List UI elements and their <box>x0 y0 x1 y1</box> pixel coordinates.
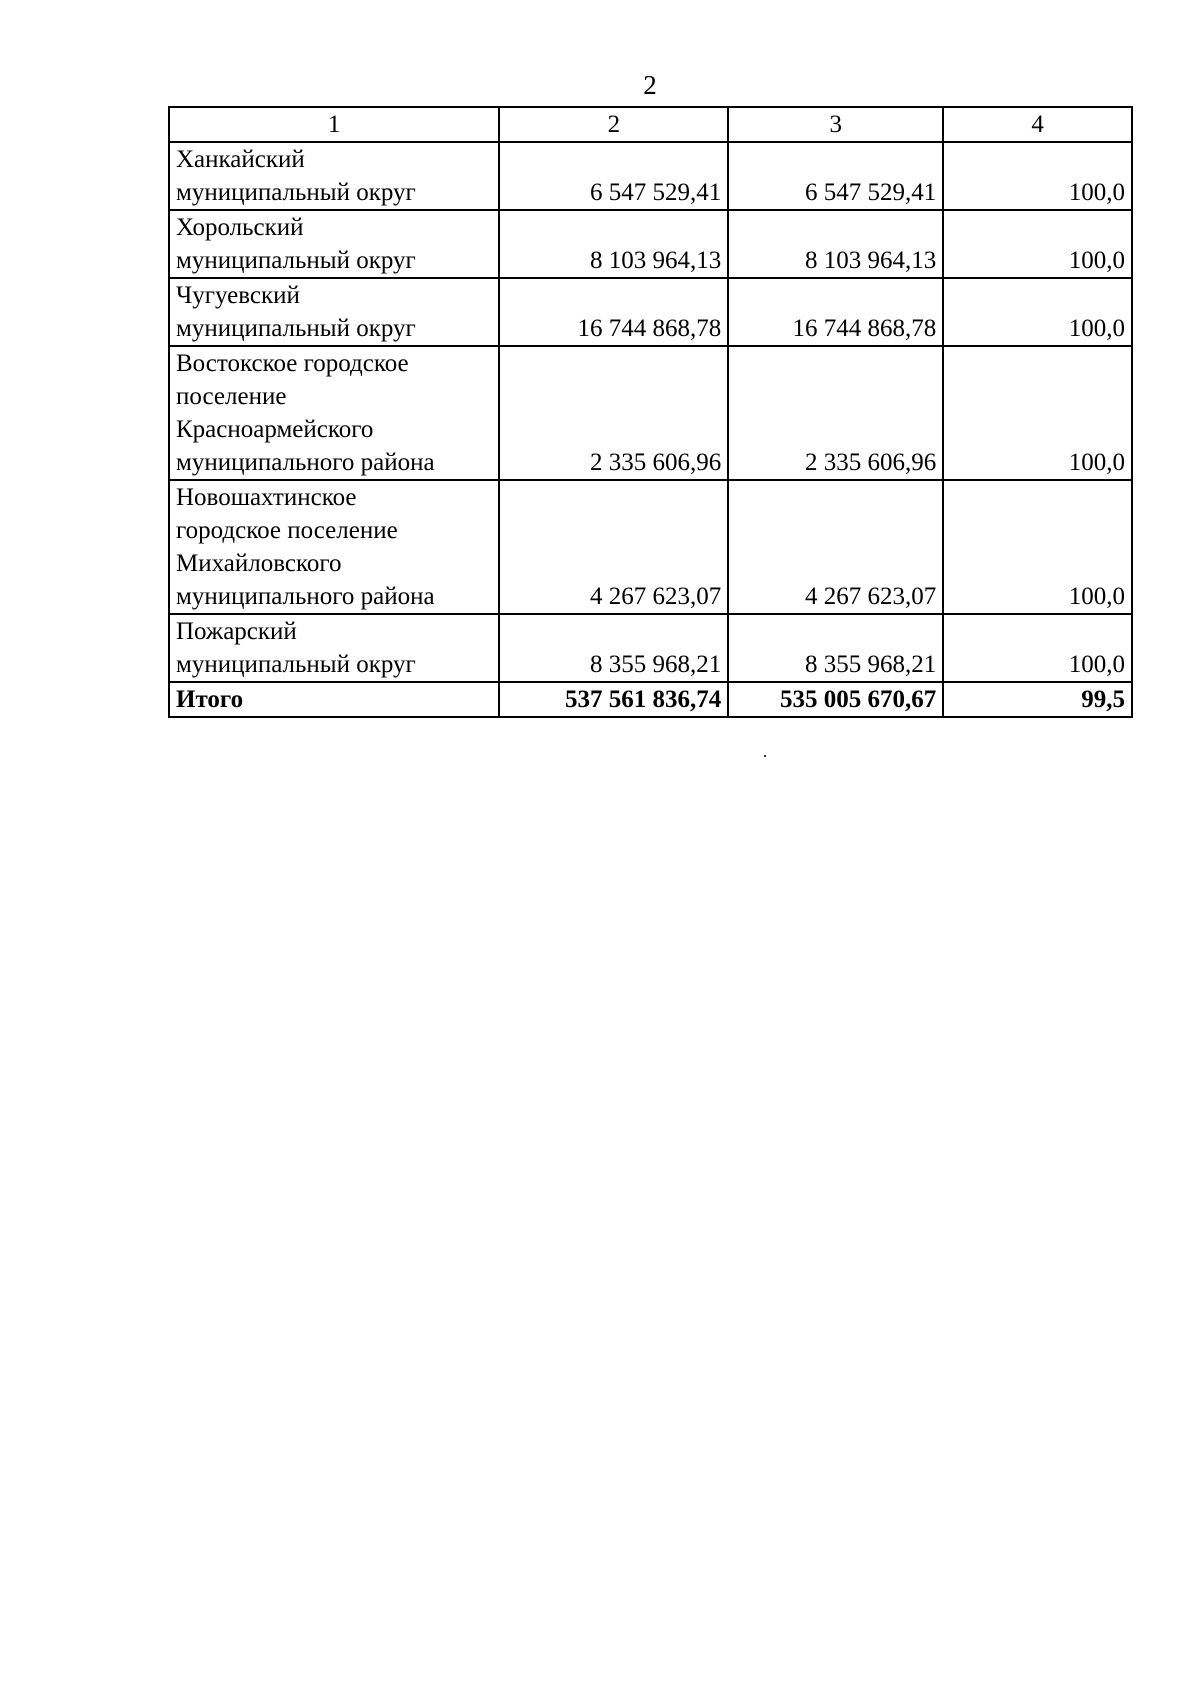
table-row <box>169 278 1132 346</box>
total-label: Итого <box>169 682 499 717</box>
amount-cell: 6 547 529,41 <box>499 142 728 210</box>
percent-cell: 100,0 <box>943 210 1132 278</box>
column-header: 2 <box>499 107 728 142</box>
total-amount-cell: 535 005 670,67 <box>728 682 943 717</box>
scan-speck <box>764 755 766 757</box>
total-amount-cell: 537 561 836,74 <box>499 682 728 717</box>
municipality-name-cell: Хорольский муниципальный округ <box>169 210 499 278</box>
page-number: 2 <box>643 70 657 100</box>
percent-cell: 100,0 <box>943 346 1132 480</box>
amount-cell: 4 267 623,07 <box>728 480 943 614</box>
table-header-row <box>169 107 1132 142</box>
municipality-name-cell: Ханкайский муниципальный округ <box>169 142 499 210</box>
table-row <box>169 480 1132 614</box>
percent-cell: 100,0 <box>943 480 1132 614</box>
column-header: 1 <box>169 107 499 142</box>
column-header: 4 <box>943 107 1132 142</box>
total-row <box>169 682 1132 717</box>
percent-cell: 100,0 <box>943 278 1132 346</box>
amount-cell: 8 103 964,13 <box>499 210 728 278</box>
municipality-name-cell: Новошахтинское городское поселение Михайловского муниципального района <box>169 480 499 614</box>
amount-cell: 16 744 868,78 <box>499 278 728 346</box>
table-row <box>169 210 1132 278</box>
amount-cell: 2 335 606,96 <box>728 346 943 480</box>
amount-cell: 6 547 529,41 <box>728 142 943 210</box>
table-row <box>169 346 1132 480</box>
allocation-table <box>168 106 1133 718</box>
amount-cell: 8 103 964,13 <box>728 210 943 278</box>
percent-cell: 100,0 <box>943 142 1132 210</box>
column-header: 3 <box>728 107 943 142</box>
municipality-name-cell: Чугуевский муниципальный округ <box>169 278 499 346</box>
amount-cell: 8 355 968,21 <box>499 614 728 682</box>
table-row <box>169 614 1132 682</box>
municipality-name-cell: Пожарский муниципальный округ <box>169 614 499 682</box>
amount-cell: 2 335 606,96 <box>499 346 728 480</box>
municipality-name-cell: Востокское городское поселение Красноармейского муниципального района <box>169 346 499 480</box>
amount-cell: 16 744 868,78 <box>728 278 943 346</box>
amount-cell: 8 355 968,21 <box>728 614 943 682</box>
amount-cell: 4 267 623,07 <box>499 480 728 614</box>
total-percent-cell: 99,5 <box>943 682 1132 717</box>
percent-cell: 100,0 <box>943 614 1132 682</box>
table-row <box>169 142 1132 210</box>
